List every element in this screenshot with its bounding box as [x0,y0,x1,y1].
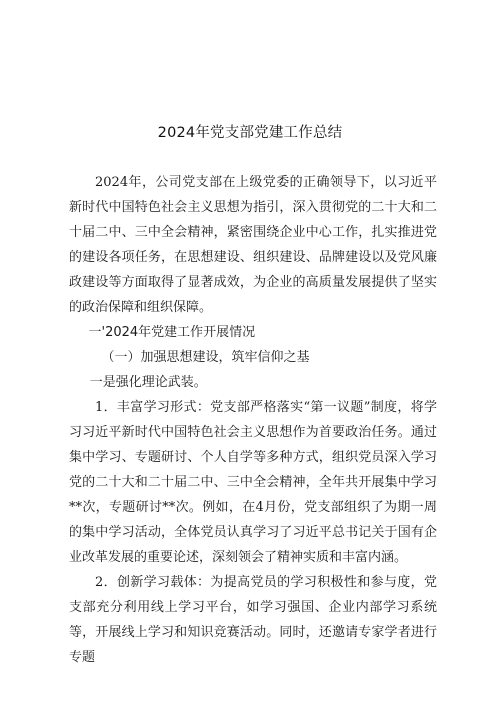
document-body [69,170,437,670]
item-2-paragraph: 2．创新学习载体：为提高党员的学习积极性和参与度，党支部充分利用线上学习平台，如学习强国、企业内部学习系统等，开展线上学习和知识竞赛活动。同时，还邀请专家学者进行专题 [69,575,437,665]
point-heading-1: 一是强化理论武装。 [89,375,207,390]
document-title: 2024年党支部党建工作总结 [157,125,343,141]
intro-paragraph: 2024年，公司党支部在上级党委的正确领导下，以习近平新时代中国特色社会主义思想为指引，深入贯彻党的二十大和二十届二中、三中全会精神，紧密围绕企业中心工作，扎实推进党的建设各项任务，在思想建设、组织建设、品牌建设以及党风廉政建设等方面取得了显著成效，为企业的高质量发展提供了坚实的政治保障和组织保障。 [69,175,437,315]
section-heading-1: 一'2024年党建工作开展情况 [88,325,256,340]
sub-heading-1: （一）加强思想建设，筑牢信仰之基 [101,350,310,365]
item-1-paragraph: 1．丰富学习形式：党支部严格落实“第一议题”制度，将学习习近平新时代中国特色社会主义思想作为首要政治任务。通过集中学习、专题研讨、个人自学等多种方式，组织党员深入学习党的二十大和二十届二中、三中全会精神，全年共开展集中学习**次，专题研讨**次。例如，在4月份，党支部组织了为期一周的集中学习活动，全体党员认真学习了习近平总书记关于国有企业改革发展的重要论述，深刻领会了精神实质和丰富内涵。 [69,400,437,565]
